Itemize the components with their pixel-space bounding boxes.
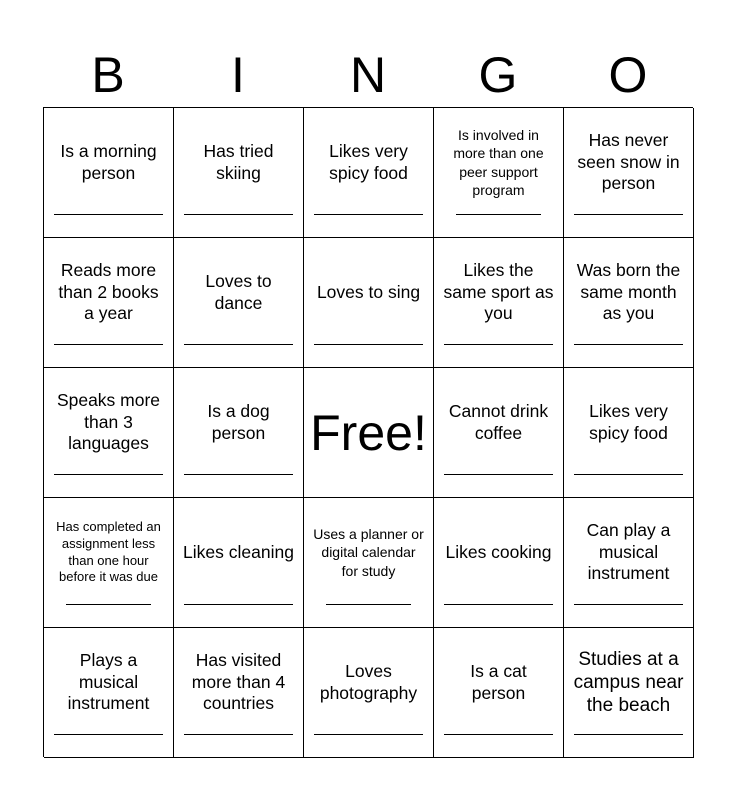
cell-text: Loves to sing bbox=[316, 281, 421, 302]
cell-text: Is a cat person bbox=[470, 660, 527, 703]
bingo-cell bbox=[434, 368, 564, 498]
bingo-cell bbox=[44, 498, 174, 628]
cell-text: Reads more than 2 books a year bbox=[58, 259, 159, 324]
bingo-cell bbox=[564, 498, 694, 628]
bingo-cell bbox=[434, 108, 564, 238]
signature-line bbox=[314, 214, 423, 215]
bingo-letter-o: O bbox=[608, 47, 648, 103]
bingo-cell bbox=[564, 108, 694, 238]
signature-line bbox=[444, 604, 553, 605]
cell-text: Can play a musical instrument bbox=[586, 519, 671, 584]
cell-text: Was born the same month as you bbox=[576, 259, 681, 324]
bingo-grid bbox=[43, 107, 693, 757]
signature-line bbox=[54, 344, 163, 345]
cell-text: Loves photography bbox=[319, 660, 418, 703]
bingo-cell bbox=[564, 238, 694, 368]
cell-text: Speaks more than 3 languages bbox=[56, 389, 161, 454]
bingo-cell bbox=[174, 498, 304, 628]
signature-line bbox=[54, 214, 163, 215]
signature-line bbox=[184, 214, 293, 215]
bingo-cell bbox=[44, 628, 174, 758]
cell-text: Studies at a campus near the beach bbox=[573, 648, 684, 717]
bingo-cell bbox=[174, 238, 304, 368]
cell-text: Has completed an assignment less than one hour before it was due bbox=[56, 519, 161, 585]
cell-text: Has tried skiing bbox=[203, 140, 274, 183]
bingo-cell bbox=[44, 108, 174, 238]
bingo-cell bbox=[434, 238, 564, 368]
signature-line bbox=[314, 344, 423, 345]
signature-line bbox=[314, 734, 423, 735]
free-space-cell bbox=[304, 368, 434, 498]
bingo-cell bbox=[434, 498, 564, 628]
free-space-text: Free! bbox=[310, 404, 427, 461]
bingo-cell bbox=[564, 628, 694, 758]
cell-text: Likes very spicy food bbox=[589, 400, 668, 443]
signature-line bbox=[54, 734, 163, 735]
bingo-cell bbox=[174, 368, 304, 498]
signature-line bbox=[444, 734, 553, 735]
cell-text: Has never seen snow in person bbox=[577, 129, 680, 194]
cell-text: Is a dog person bbox=[207, 400, 270, 443]
bingo-cell bbox=[434, 628, 564, 758]
cell-text: Likes cleaning bbox=[183, 541, 294, 562]
signature-line bbox=[574, 734, 683, 735]
cell-text: Likes the same sport as you bbox=[443, 259, 554, 324]
signature-line bbox=[184, 344, 293, 345]
cell-text: Has visited more than 4 countries bbox=[191, 649, 286, 714]
signature-line bbox=[326, 604, 411, 605]
signature-line bbox=[574, 214, 683, 215]
cell-text: Uses a planner or digital calendar for study bbox=[313, 526, 424, 579]
bingo-cell bbox=[174, 108, 304, 238]
bingo-cell bbox=[564, 368, 694, 498]
bingo-cell bbox=[174, 628, 304, 758]
cell-text: Is involved in more than one peer support program bbox=[453, 127, 544, 198]
signature-line bbox=[184, 474, 293, 475]
cell-text: Loves to dance bbox=[205, 270, 272, 313]
bingo-cell bbox=[304, 628, 434, 758]
bingo-letter-i: I bbox=[231, 47, 245, 103]
bingo-header bbox=[43, 44, 693, 106]
bingo-letter-b: B bbox=[91, 47, 125, 103]
signature-line bbox=[54, 474, 163, 475]
cell-text: Plays a musical instrument bbox=[67, 649, 150, 714]
cell-text: Likes cooking bbox=[445, 541, 552, 562]
signature-line bbox=[184, 734, 293, 735]
bingo-letter-n: N bbox=[349, 47, 387, 103]
bingo-letter-g: G bbox=[478, 47, 518, 103]
cell-text: Is a morning person bbox=[60, 140, 157, 183]
bingo-cell bbox=[304, 498, 434, 628]
cell-text: Likes very spicy food bbox=[329, 140, 408, 183]
signature-line bbox=[184, 604, 293, 605]
bingo-cell bbox=[44, 238, 174, 368]
signature-line bbox=[574, 604, 683, 605]
signature-line bbox=[444, 344, 553, 345]
cell-text: Cannot drink coffee bbox=[448, 400, 549, 443]
bingo-cell bbox=[304, 108, 434, 238]
signature-line bbox=[574, 344, 683, 345]
signature-line bbox=[456, 214, 541, 215]
signature-line bbox=[574, 474, 683, 475]
signature-line bbox=[444, 474, 553, 475]
bingo-cell bbox=[304, 238, 434, 368]
signature-line bbox=[66, 604, 151, 605]
bingo-cell bbox=[44, 368, 174, 498]
